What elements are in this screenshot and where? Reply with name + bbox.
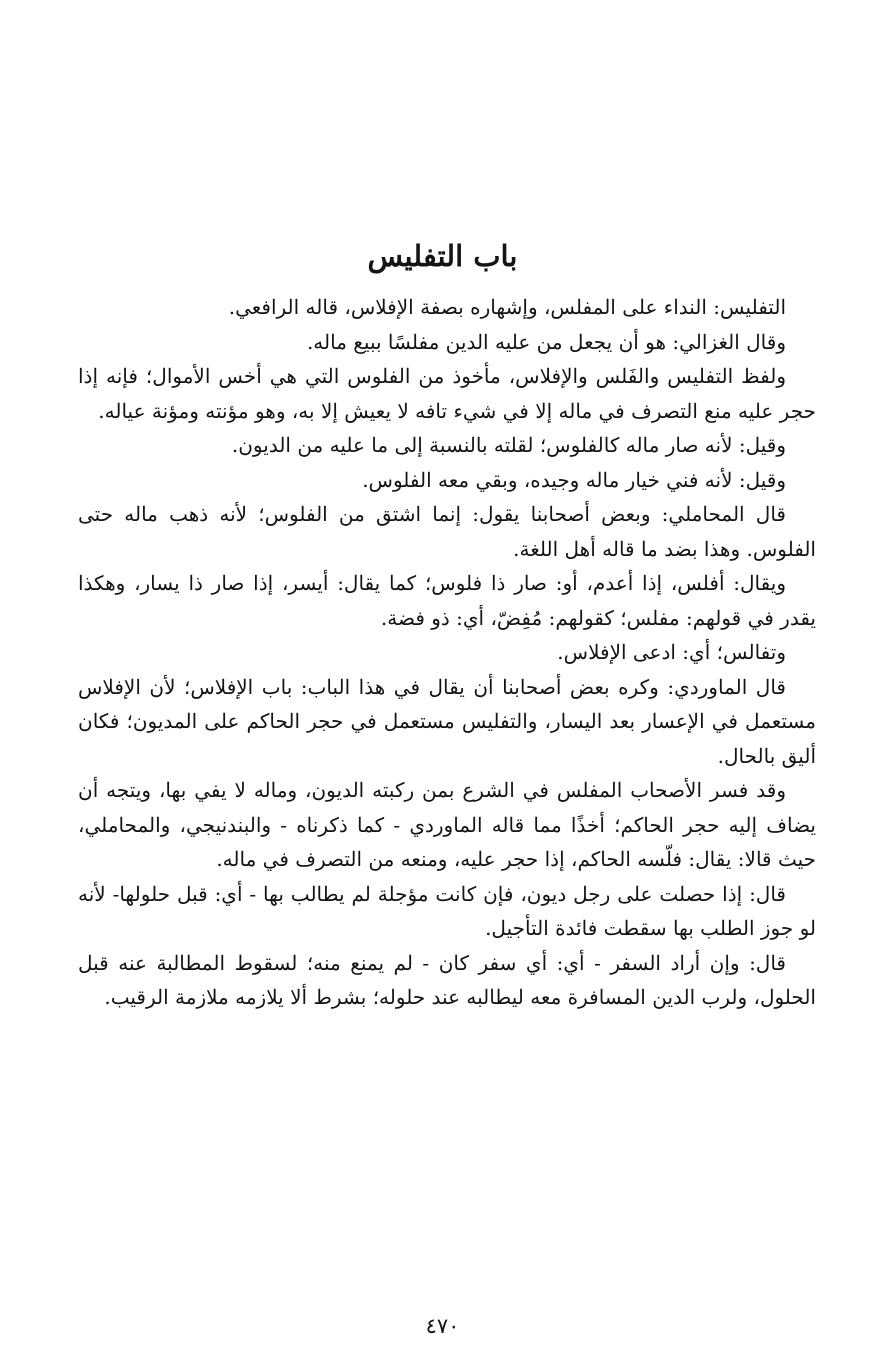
body-text — [78, 290, 816, 1015]
paragraph: التفليس: النداء على المفلس، وإشهاره بصفة الإفلاس، قاله الرافعي. — [228, 295, 786, 319]
chapter-title: باب التفليس — [367, 239, 518, 274]
paragraph: وقيل: لأنه فني خيار ماله وجيده، وبقي معه الفلوس. — [362, 467, 786, 492]
paragraph: وقال الغزالي: هو أن يجعل من عليه الدين مفلسًا ببيع ماله. — [306, 329, 786, 354]
paragraph: ويقال: أفلس، إذا أعدم، أو: صار ذا فلوس؛ كما يقال: أيسر، إذا صار ذا يسار، وهكذا يقدر في قولهم: مفلس؛ كقولهم: مُفِضّ، أي: ذو فضة. — [78, 571, 816, 630]
paragraph: ولفظ التفليس والفَلس والإفلاس، مأخوذ من الفلوس التي هي أخس الأموال؛ فإنه إذا حجر عليه منع التصرف في ماله إلا في شيء تافه لا يعيش إلا به، وهو مؤنته ومؤنة عياله. — [78, 364, 816, 423]
paragraph: وقد فسر الأصحاب المفلس في الشرع بمن ركبته الديون، وماله لا يفي بها، ويتجه أن يضاف إليه حجر الحاكم؛ أخذًا مما قاله الماوردي - كما ذكرناه - والبندنيجي، والمحاملي، حيث قالا: يقال: فلّسه الحاكم، إذا حجر عليه، ومنعه من التصرف في ماله. — [78, 778, 816, 871]
paragraph: قال: وإن أراد السفر - أي: أي سفر كان - لم يمنع منه؛ لسقوط المطالبة عنه قبل الحلول، ولرب الدين المسافرة معه ليطالبه عند حلوله؛ بشرط ألا يلازمه ملازمة الرقيب. — [78, 950, 816, 1009]
paragraph: قال المحاملي: وبعض أصحابنا يقول: إنما اشتق من الفلوس؛ لأنه ذهب ماله حتى الفلوس. وهذا بضد ما قاله أهل اللغة. — [78, 502, 816, 561]
paragraph: وقيل: لأنه صار ماله كالفلوس؛ لقلته بالنسبة إلى ما عليه من الديون. — [231, 433, 786, 457]
page-number: ٤٧٠ — [425, 1314, 460, 1338]
paragraph: قال الماوردي: وكره بعض أصحابنا أن يقال في هذا الباب: باب الإفلاس؛ لأن الإفلاس مستعمل في الإعسار بعد اليسار، والتفليس مستعمل في حجر الحاكم على المديون؛ فكان أليق بالحال. — [78, 674, 816, 768]
paragraph: وتفالس؛ أي: ادعى الإفلاس. — [557, 640, 786, 664]
paragraph: قال: إذا حصلت على رجل ديون، فإن كانت مؤجلة لم يطالب بها - أي: قبل حلولها- لأنه لو جوز الطلب بها سقطت فائدة التأجيل. — [78, 881, 816, 940]
